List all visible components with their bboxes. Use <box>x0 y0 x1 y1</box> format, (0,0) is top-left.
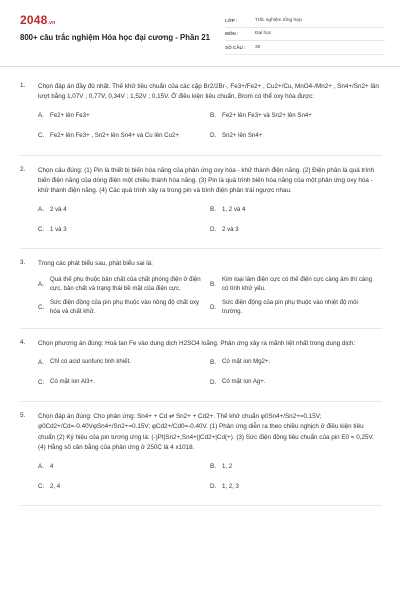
question-text: Trong các phát biểu sau, phát biểu sai là: <box>38 260 153 268</box>
option-letter: C. <box>38 378 45 386</box>
option-letter: A. <box>38 205 44 213</box>
option-letter: C. <box>38 303 45 311</box>
option-c[interactable] <box>38 126 210 146</box>
question-text: Chọn đáp án đầy đủ nhất. Thế khử tiêu chuẩn của các cặp Br2/2Br-, Fe3+/Fe2+ , Cu2+/Cu, MnO4-/Mn2+ , Sn4+/Sn2+ lần lượt bằng 1,07V ; 0,77V; 0,34V ; 1,52V ; 0,15V. Ở điều kiện tiêu chuẩn, Brom có thể oxy hóa được: <box>38 83 379 101</box>
option-text: Fe2+ lên Fe3+ và Sn2+ lên Sn4+ <box>222 111 312 119</box>
option-letter: A. <box>38 462 44 470</box>
option-text: Sn2+ lên Sn4+ <box>222 131 263 139</box>
option-letter: A. <box>38 280 44 288</box>
question-number: 5. <box>20 412 26 420</box>
meta-value: 30 <box>255 44 261 50</box>
option-letter: D. <box>210 132 217 140</box>
option-b[interactable] <box>210 456 382 476</box>
meta-label: MÔN : <box>225 31 239 37</box>
meta-table <box>225 14 385 55</box>
options-grid <box>38 352 382 392</box>
option-letter: B. <box>210 358 216 366</box>
option-text: 1 và 3 <box>50 225 67 233</box>
option-letter: D. <box>210 225 217 233</box>
option-text: Fe2+ lên Fe3+ <box>50 111 90 119</box>
option-text: Có mặt ion Ag+. <box>222 378 266 386</box>
option-c[interactable] <box>38 296 210 319</box>
option-letter: A. <box>38 112 44 120</box>
option-d[interactable] <box>210 372 382 392</box>
options-grid <box>38 456 382 496</box>
option-letter: C. <box>38 482 45 490</box>
site-logo[interactable] <box>20 13 55 27</box>
logo-suffix: .vn <box>47 20 56 26</box>
option-letter: B. <box>210 462 216 470</box>
option-text: Quá thế phụ thuộc bản chất của chất phóng điện ở điện cực, bản chất và trạng thái bề mặt của điện cực. <box>50 275 201 293</box>
option-d[interactable] <box>210 296 382 319</box>
question-item <box>20 402 382 506</box>
question-item <box>20 329 382 402</box>
question-text: Chọn phương án đúng: Hoà tan Fe vào dung dịch H2SO4 loãng. Phản ứng xảy ra mãnh liệt nhất trong dung dịch: <box>38 339 356 347</box>
option-letter: D. <box>210 482 217 490</box>
option-text: 1, 2 và 4 <box>222 205 246 213</box>
options-grid <box>38 106 382 146</box>
option-text: 1, 2, 3 <box>222 482 239 490</box>
option-a[interactable] <box>38 456 210 476</box>
option-letter: D. <box>210 378 217 386</box>
option-d[interactable] <box>210 476 382 496</box>
question-number: 1. <box>20 82 26 89</box>
option-d[interactable] <box>210 219 382 239</box>
option-d[interactable] <box>210 126 382 146</box>
options-grid <box>38 199 382 239</box>
option-letter: C. <box>38 225 45 233</box>
option-a[interactable] <box>38 106 210 126</box>
option-c[interactable] <box>38 372 210 392</box>
question-item <box>20 72 382 156</box>
option-c[interactable] <box>38 219 210 239</box>
meta-row-count <box>225 41 385 55</box>
option-letter: B. <box>210 112 216 120</box>
option-text: Sức điện động của pin phụ thuộc vào nhiệt độ môi trường. <box>222 298 358 316</box>
document-title: 800+ câu trắc nghiệm Hóa học đại cương - Phần 21 <box>20 33 210 42</box>
option-text: Có mặt ion Mg2+. <box>222 358 271 366</box>
option-letter: B. <box>210 205 216 213</box>
meta-label: LỚP : <box>225 17 238 23</box>
option-a[interactable] <box>38 273 210 296</box>
option-text: 4 <box>50 462 54 470</box>
meta-label: SỐ CÂU : <box>225 44 246 50</box>
option-text: Có mặt ion Al3+. <box>50 378 95 386</box>
meta-row-class <box>225 14 385 28</box>
option-text: 2, 4 <box>50 482 61 490</box>
options-grid <box>38 273 382 319</box>
question-list <box>0 72 400 506</box>
option-text: Kim loại làm điện cực có thế điện cực càng âm thì càng có tính khử yếu. <box>222 275 373 293</box>
option-letter: B. <box>210 280 216 288</box>
option-b[interactable] <box>210 273 382 296</box>
option-b[interactable] <box>210 352 382 372</box>
meta-value: Trắc nghiệm tổng hợp <box>255 17 302 23</box>
option-letter: C. <box>38 132 45 140</box>
question-item <box>20 249 382 328</box>
question-number: 3. <box>20 259 26 267</box>
question-item <box>20 156 382 250</box>
option-a[interactable] <box>38 199 210 219</box>
question-number: 2. <box>20 165 26 173</box>
option-text: 1, 2 <box>222 462 233 470</box>
option-letter: D. <box>210 303 217 311</box>
question-number: 4. <box>20 338 26 346</box>
header-divider <box>0 66 400 67</box>
option-b[interactable] <box>210 106 382 126</box>
option-c[interactable] <box>38 476 210 496</box>
option-text: Chỉ có acid sunfuric tinh khiết. <box>50 358 131 366</box>
option-a[interactable] <box>38 352 210 372</box>
option-text: 2 và 3 <box>222 225 239 233</box>
option-text: 2 và 4 <box>50 205 67 213</box>
meta-row-subject <box>225 28 385 42</box>
option-text: Fe2+ lên Fe3+ , Sn2+ lên Sn4+ và Cu lên Cu2+ <box>50 131 179 139</box>
question-text: Chọn câu đúng: (1) Pin là thiết bị biến hóa năng của phản ứng oxy hóa - khử thành điện năng. (2) Điện phân là quá trình biến điện năng của dòng điện một chiều thành hóa năng. (3) Pin là quá trình biến hóa năng của một phản ứng oxy hóa - khử thành điện năng. (4) Các quá trình xảy ra trong pin và bình điện phân trái ngược nhau. <box>38 166 375 195</box>
logo-text: 2048 <box>20 13 48 27</box>
meta-value: Đại học <box>255 31 272 37</box>
option-letter: A. <box>38 358 44 366</box>
option-b[interactable] <box>210 199 382 219</box>
option-text: Sức điện động của pin phụ thuộc vào nồng độ chất oxy hóa và chất khử. <box>50 298 200 316</box>
question-text: Chọn đáp án đúng: Cho phản ứng: Sn4+ + Cd ⇄ Sn2+ + Cd2+. Thế khử chuẩn φ0Sn4+/Sn2+=0.15V; φ0Cd2+/Cd=-0.40VφSn4+/Sn2+=0.15V; φCd2+/Cd0=-0.40V. (1) Phản ứng diễn ra theo chiều nghịch ở điều kiện tiêu chuẩn (2) Ký hiệu của pin tương ứng là: (-)Pt|Sn2+,Sn4+||Cd2+|Cd(+). (3) Sức điện động tiêu chuẩn của pin E0 = 0,25V. (4) Hằng số cân bằng của phản ứng ở 250C là 4 x1018. <box>38 413 374 451</box>
page-header <box>0 0 400 66</box>
